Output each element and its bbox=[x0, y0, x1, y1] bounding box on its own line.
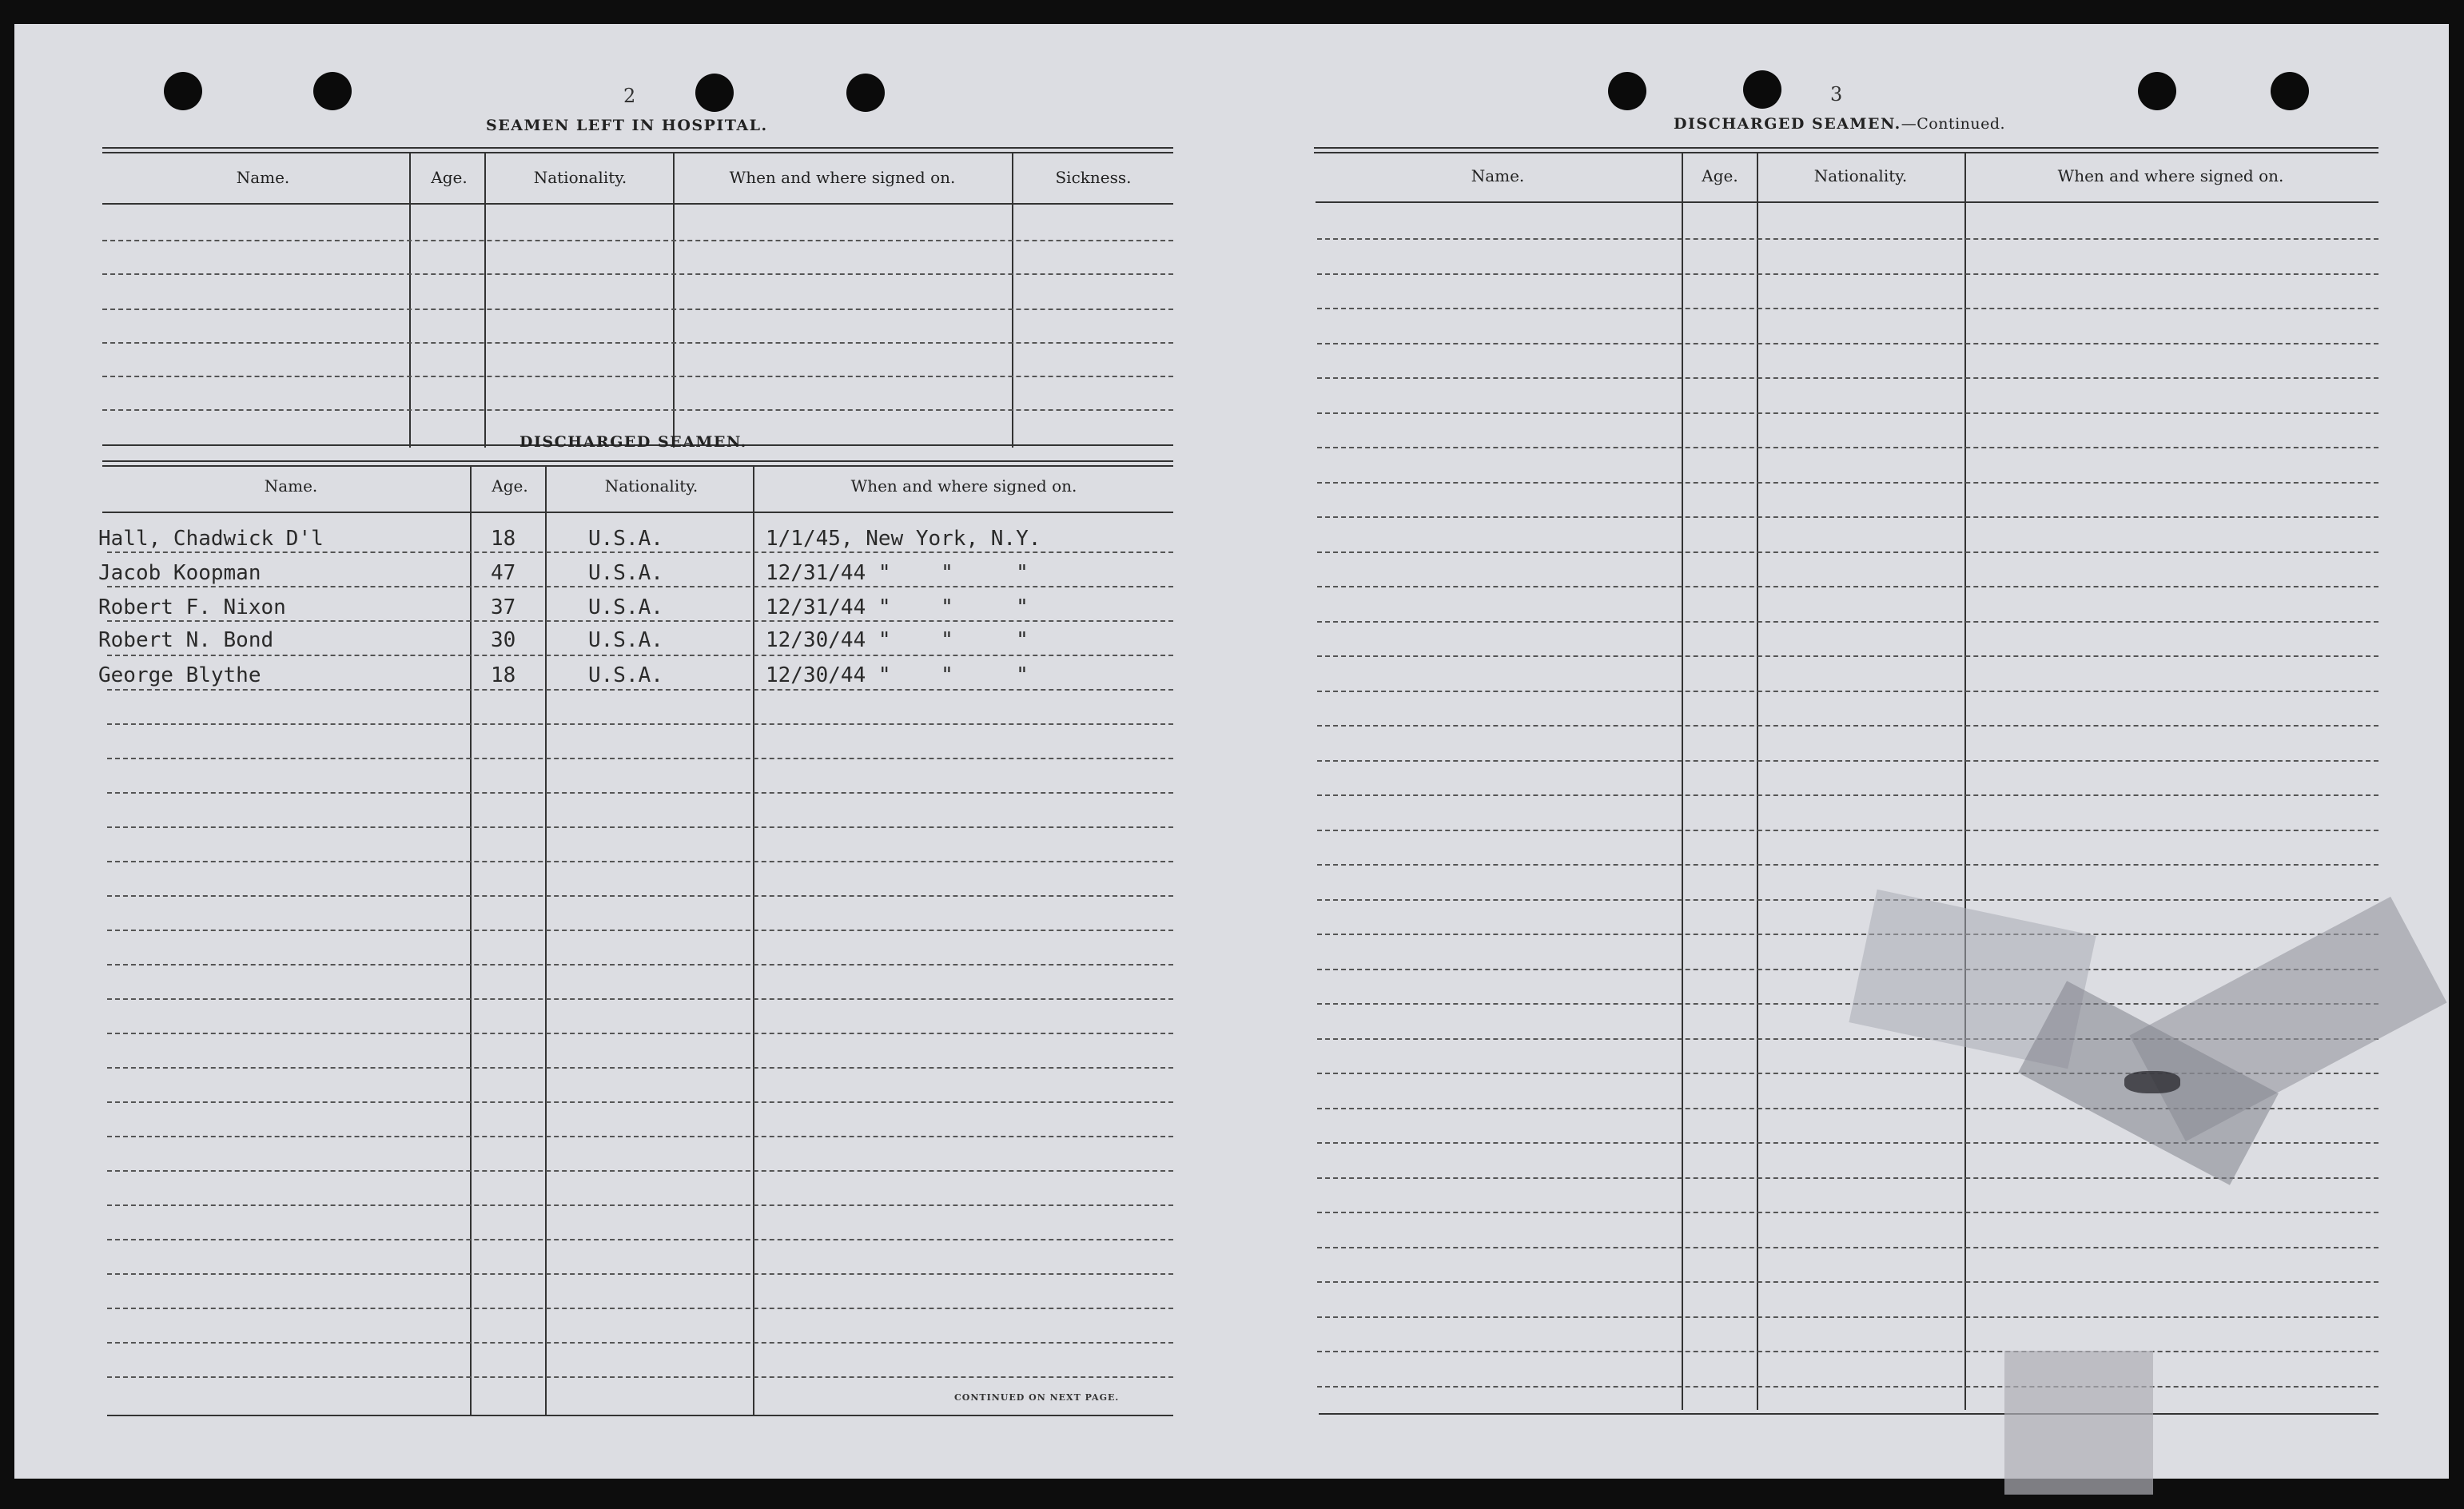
entry-signed-on: 12/30/44 " " " bbox=[766, 628, 1029, 652]
table-bottom-rule bbox=[107, 1415, 1173, 1416]
row-line bbox=[1317, 899, 2378, 901]
row-line bbox=[107, 826, 1173, 828]
row-line bbox=[1317, 934, 2378, 935]
row-line bbox=[107, 1067, 1173, 1069]
row-line bbox=[107, 620, 1173, 622]
entry-nationality: U.S.A. bbox=[588, 628, 663, 652]
row-line bbox=[1317, 308, 2378, 309]
col-header-nationality: Nationality. bbox=[533, 168, 627, 187]
row-line bbox=[107, 586, 1173, 587]
row-line bbox=[107, 1101, 1173, 1103]
row-line bbox=[1317, 516, 2378, 518]
entry-age: 37 bbox=[491, 595, 516, 619]
stain-mark bbox=[2124, 1071, 2180, 1093]
punch-hole bbox=[2138, 72, 2176, 110]
entry-signed-on: 1/1/45, New York, N.Y. bbox=[766, 527, 1041, 551]
entry-nationality: U.S.A. bbox=[588, 561, 663, 585]
row-line bbox=[1317, 1316, 2378, 1318]
row-line bbox=[1317, 760, 2378, 762]
discharged-section-title: DISCHARGED SEAMEN. bbox=[519, 433, 747, 451]
col-header-signed-on: When and where signed on. bbox=[729, 168, 956, 187]
col-header-name: Name. bbox=[236, 168, 290, 187]
entry-age: 47 bbox=[491, 561, 516, 585]
row-line bbox=[107, 1342, 1173, 1344]
punch-hole bbox=[695, 74, 734, 112]
column-divider bbox=[673, 153, 675, 448]
row-line bbox=[102, 309, 1173, 310]
entry-name: Hall, Chadwick D'l bbox=[98, 527, 324, 551]
right-section-title bbox=[1674, 115, 2005, 133]
row-line bbox=[1317, 794, 2378, 796]
punch-hole bbox=[2271, 72, 2309, 110]
entry-name: Robert N. Bond bbox=[98, 628, 274, 652]
entry-age: 30 bbox=[491, 628, 516, 652]
entry-signed-on: 12/31/44 " " " bbox=[766, 595, 1029, 619]
row-line bbox=[107, 689, 1173, 691]
row-line bbox=[102, 409, 1173, 411]
col-header-age: Age. bbox=[431, 168, 468, 187]
table-rule bbox=[102, 147, 1173, 153]
document-sheet bbox=[14, 24, 2449, 1479]
entry-name: Robert F. Nixon bbox=[98, 595, 286, 619]
row-line bbox=[107, 861, 1173, 862]
row-line bbox=[107, 1308, 1173, 1309]
row-line bbox=[107, 1376, 1173, 1378]
entry-nationality: U.S.A. bbox=[588, 595, 663, 619]
row-line bbox=[1317, 830, 2378, 831]
row-line bbox=[1317, 238, 2378, 240]
entry-age: 18 bbox=[491, 527, 516, 551]
row-line bbox=[1317, 725, 2378, 727]
row-line bbox=[102, 376, 1173, 377]
row-line bbox=[107, 551, 1173, 553]
row-line bbox=[1317, 864, 2378, 866]
row-line bbox=[1317, 551, 2378, 553]
table-rule bbox=[1314, 147, 2378, 153]
entry-age: 18 bbox=[491, 663, 516, 687]
row-line bbox=[107, 1033, 1173, 1034]
col-header-signed-on: When and where signed on. bbox=[850, 476, 1077, 496]
row-line bbox=[1317, 343, 2378, 344]
punch-hole bbox=[164, 72, 202, 110]
row-line bbox=[102, 342, 1173, 344]
row-line bbox=[1317, 447, 2378, 448]
row-line bbox=[102, 273, 1173, 275]
page-number: 3 bbox=[1830, 83, 1843, 106]
punch-hole bbox=[1608, 72, 1646, 110]
header-rule bbox=[102, 512, 1173, 513]
row-line bbox=[1317, 655, 2378, 657]
row-line bbox=[1317, 1212, 2378, 1213]
row-line bbox=[1317, 1351, 2378, 1352]
row-line bbox=[107, 1136, 1173, 1137]
row-line bbox=[1317, 412, 2378, 414]
row-line bbox=[1317, 482, 2378, 484]
row-line bbox=[1317, 621, 2378, 623]
hospital-section-title: SEAMEN LEFT IN HOSPITAL. bbox=[486, 117, 768, 134]
row-line bbox=[107, 792, 1173, 794]
column-divider bbox=[484, 153, 486, 448]
row-line bbox=[1317, 691, 2378, 692]
col-header-nationality: Nationality. bbox=[604, 476, 699, 496]
column-divider bbox=[409, 153, 411, 448]
row-line bbox=[102, 240, 1173, 241]
punch-hole bbox=[1743, 70, 1781, 109]
col-header-name: Name. bbox=[264, 476, 318, 496]
row-line bbox=[107, 655, 1173, 656]
entry-nationality: U.S.A. bbox=[588, 663, 663, 687]
table-rule bbox=[102, 460, 1173, 467]
col-header-nationality: Nationality. bbox=[1813, 166, 1908, 185]
table-bottom-rule bbox=[1319, 1413, 2378, 1415]
entry-nationality: U.S.A. bbox=[588, 527, 663, 551]
right-title-main: DISCHARGED SEAMEN. bbox=[1674, 115, 1901, 133]
punch-hole bbox=[846, 74, 885, 112]
row-line bbox=[107, 930, 1173, 931]
row-line bbox=[107, 758, 1173, 759]
tape-mark bbox=[2004, 1351, 2153, 1495]
entry-signed-on: 12/30/44 " " " bbox=[766, 663, 1029, 687]
column-divider bbox=[1012, 153, 1013, 448]
continued-footer: CONTINUED ON NEXT PAGE. bbox=[954, 1392, 1120, 1403]
col-header-signed-on: When and where signed on. bbox=[2057, 166, 2284, 185]
row-line bbox=[1317, 273, 2378, 275]
col-header-age: Age. bbox=[492, 476, 528, 496]
row-line bbox=[107, 1239, 1173, 1240]
row-line bbox=[1317, 586, 2378, 587]
row-line bbox=[107, 964, 1173, 966]
right-title-suffix: —Continued. bbox=[1901, 115, 2006, 133]
header-rule bbox=[1316, 201, 2378, 203]
entry-name: George Blythe bbox=[98, 663, 261, 687]
row-line bbox=[1317, 1247, 2378, 1248]
row-line bbox=[107, 998, 1173, 1000]
punch-hole bbox=[313, 72, 352, 110]
entry-name: Jacob Koopman bbox=[98, 561, 261, 585]
col-header-name: Name. bbox=[1471, 166, 1525, 185]
row-line bbox=[107, 1170, 1173, 1172]
entry-signed-on: 12/31/44 " " " bbox=[766, 561, 1029, 585]
col-header-sickness: Sickness. bbox=[1055, 168, 1132, 187]
row-line bbox=[1317, 969, 2378, 970]
row-line bbox=[1317, 1386, 2378, 1388]
page-number: 2 bbox=[623, 85, 636, 107]
row-line bbox=[107, 1273, 1173, 1275]
col-header-age: Age. bbox=[1702, 166, 1738, 185]
row-line bbox=[107, 1204, 1173, 1206]
row-line bbox=[107, 723, 1173, 725]
row-line bbox=[1317, 1281, 2378, 1283]
row-line bbox=[1317, 377, 2378, 379]
row-line bbox=[107, 895, 1173, 897]
